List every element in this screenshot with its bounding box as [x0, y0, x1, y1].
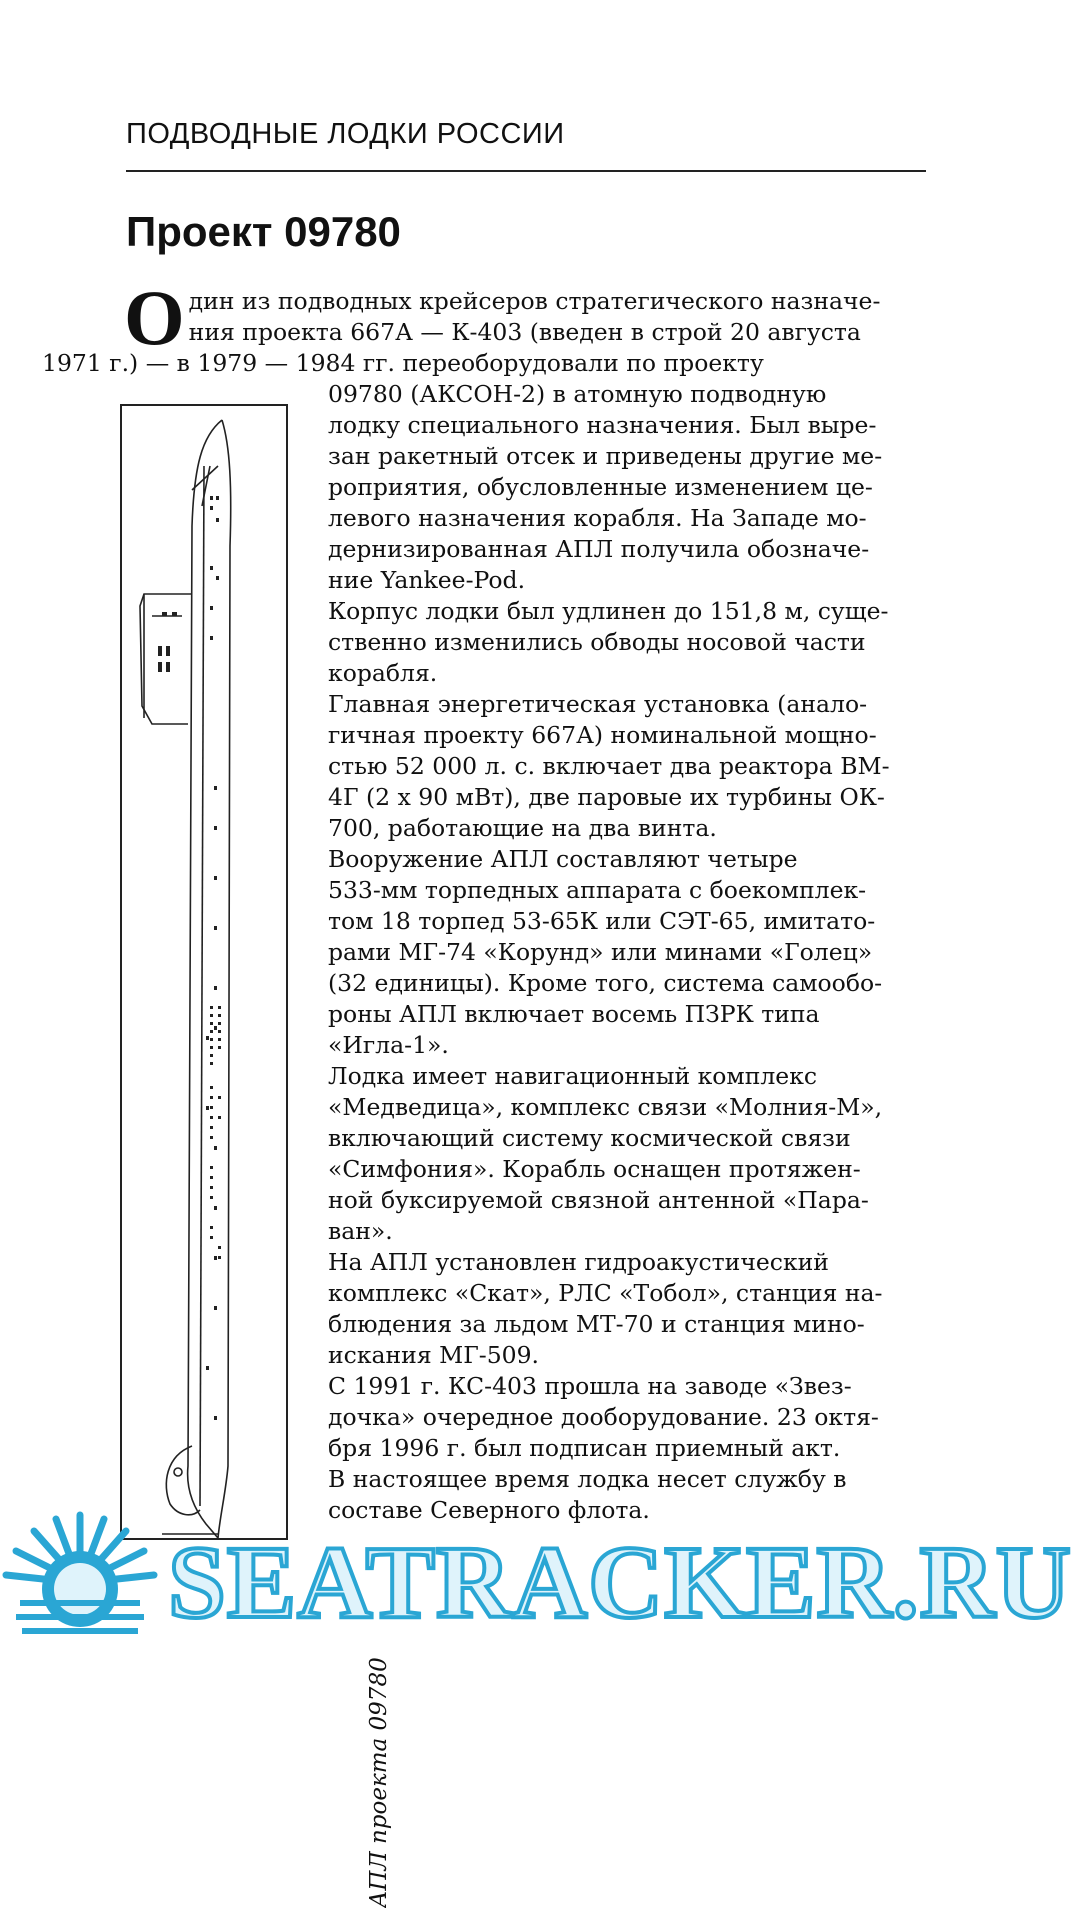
intro-line: ния проекта 667А — К-403 (введен в строй 20 августа [188, 318, 861, 346]
watermark [0, 1505, 1080, 1645]
body-line: рами МГ-74 «Корунд» или минами «Голец» [328, 938, 873, 966]
body-line: левого назначения корабля. На Западе мо- [328, 504, 867, 532]
body-line: гичная проекту 667А) номинальной мощно- [328, 721, 877, 749]
intro-paragraph [42, 274, 926, 379]
body-line: бря 1996 г. был подписан приемный акт. [328, 1434, 841, 1462]
body-line: комплекс «Скат», РЛС «Тобол», станция на- [328, 1279, 883, 1307]
body-line: (32 единицы). Кроме того, система самообо- [328, 969, 883, 997]
body-line: 4Г (2 х 90 мВт), две паровые их турбины ОК- [328, 783, 885, 811]
body-line: искания МГ-509. [328, 1341, 540, 1369]
drop-cap: О [124, 274, 185, 361]
body-line: На АПЛ установлен гидроакустический [328, 1248, 829, 1276]
figure-caption: АПЛ проекта 09780 [366, 1657, 392, 1908]
header-divider [126, 170, 926, 172]
body-line: роны АПЛ включает восемь ПЗРК типа [328, 1000, 820, 1028]
body-line: лодку специального назначения. Был выре- [328, 411, 877, 439]
body-line: Вооружение АПЛ составляют четыре [328, 845, 798, 873]
intro-line: дин из подводных крейсеров стратегического назначе- [188, 287, 881, 315]
body-line: включающий систему космической связи [328, 1124, 851, 1152]
submarine-profile-drawing [122, 406, 290, 1542]
body-line: стью 52 000 л. с. включает два реактора ВМ- [328, 752, 890, 780]
section-header: ПОДВОДНЫЕ ЛОДКИ РОССИИ [126, 118, 565, 150]
body-line: корабля. [328, 659, 438, 687]
body-line: том 18 торпед 53-65К или СЭТ-65, имитато- [328, 907, 876, 935]
body-line: зан ракетный отсек и приведены другие ме- [328, 442, 883, 470]
body-line: роприятия, обусловленные изменением це- [328, 473, 873, 501]
body-line: 700, работающие на два винта. [328, 814, 717, 842]
body-line: 09780 (АКСОН-2) в атомную подводную [328, 380, 827, 408]
watermark-text: SEATRACKER.RU [168, 1525, 1072, 1640]
body-line: С 1991 г. КС-403 прошла на заводе «Звез- [328, 1372, 852, 1400]
body-text [328, 379, 928, 1526]
body-line: «Медведица», комплекс связи «Молния-М», [328, 1093, 883, 1121]
body-line: ние Yankee-Pod. [328, 566, 526, 594]
body-line: Лодка имеет навигационный комплекс [328, 1062, 818, 1090]
body-line: ван». [328, 1217, 393, 1245]
porthole-rows [210, 1006, 221, 1259]
body-line: ной буксируемой связной антенной «Пара- [328, 1186, 869, 1214]
body-line: дочка» очередное дооборудование. 23 октя- [328, 1403, 879, 1431]
body-line: Главная энергетическая установка (анало- [328, 690, 868, 718]
body-line: Корпус лодки был удлинен до 151,8 м, суще- [328, 597, 889, 625]
body-line: В настоящее время лодка несет службу в [328, 1465, 847, 1493]
body-line: блюдения за льдом МТ-70 и станция мино- [328, 1310, 865, 1338]
body-line: «Игла-1». [328, 1031, 449, 1059]
body-line: «Симфония». Корабль оснащен протяжен- [328, 1155, 861, 1183]
intro-line: 1971 г.) — в 1979 — 1984 гг. переоборудовали по проекту [42, 349, 764, 377]
page-title: Проект 09780 [126, 208, 401, 255]
body-line: дернизированная АПЛ получила обозначе- [328, 535, 870, 563]
body-line: ственно изменились обводы носовой части [328, 628, 866, 656]
body-line: 533-мм торпедных аппарата с боекомплек- [328, 876, 867, 904]
body-line: составе Северного флота. [328, 1496, 650, 1524]
